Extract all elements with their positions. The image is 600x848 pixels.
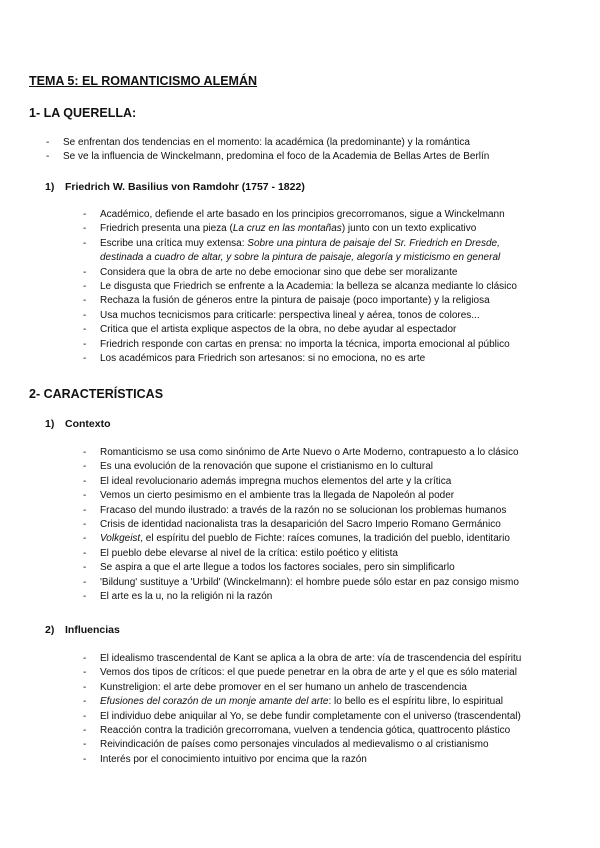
bullet-dash: - (83, 725, 87, 737)
list-item: - Le disgusta que Friedrich se enfrente a la Academia: la belleza se alcanza mediante lo clásico (83, 280, 517, 294)
bullet-dash: - (83, 696, 87, 708)
list-item: - Los académicos para Friedrich son artesanos: si no emociona, no es arte (83, 352, 517, 366)
bullet-dash: - (83, 490, 87, 502)
bullet-dash: - (83, 209, 87, 220)
list-item: - Se aspira a que el arte llegue a todos los factores sociales, pero sin simplificarlo (83, 561, 519, 575)
bullet-dash: - (83, 653, 87, 664)
list-item: - Interés por el conocimiento intuitivo por encima que la razón (83, 753, 521, 767)
bullet-dash: - (83, 681, 87, 693)
list-item: - Romanticismo se usa como sinónimo de Arte Nuevo o Arte Moderno, contrapuesto a lo clásico (83, 446, 519, 460)
ramdohr-list (83, 208, 517, 366)
subsection-heading-contexto: 1) Contexto (45, 418, 111, 430)
list-item: - Vemos dos tipos de críticos: el que puede penetrar en la obra de arte y el que es sólo material (83, 666, 521, 680)
bullet-dash: - (83, 562, 87, 574)
list-item: - Se ve la influencia de Winckelmann, predomina el foco de la Academia de Bellas Artes de Berlín (46, 150, 489, 164)
bullet-dash: - (83, 461, 87, 473)
section-heading-querella: 1- LA QUERELLA: (29, 106, 137, 120)
list-item: - Reacción contra la tradición grecorromana, vuelven a tendencia gótica, quattrocento plástico (83, 724, 521, 738)
list-item: - Friedrich responde con cartas en prensa: no importa la técnica, importa emocional al público (83, 338, 517, 352)
bullet-dash: - (83, 710, 87, 722)
bullet-dash: - (83, 591, 87, 603)
list-item: - Académico, defiende el arte basado en los principios grecorromanos, sigue a Winckelmann (83, 208, 517, 222)
bullet-dash: - (46, 137, 50, 148)
subsection-heading-ramdohr: 1) Friedrich W. Basilius von Ramdohr (1757 - 1822) (45, 181, 305, 193)
list-item: - El ideal revolucionario además impregna muchos elementos del arte y la crítica (83, 475, 519, 489)
list-item: - Kunstreligion: el arte debe promover en el ser humano un anhelo de trascendencia (83, 681, 521, 695)
list-item: - Efusiones del corazón de un monje amante del arte: lo bello es el espíritu libre, lo espiritual (83, 695, 521, 709)
list-item: - Crisis de identidad nacionalista tras la desaparición del Sacro Imperio Romano Germánico (83, 518, 519, 532)
bullet-dash: - (83, 533, 87, 545)
list-item: - Se enfrentan dos tendencias en el momento: la académica (la predominante) y la romántica (46, 136, 489, 150)
page-title: TEMA 5: EL ROMANTICISMO ALEMÁN (29, 74, 258, 88)
list-item: - Volkgeist, el espíritu del pueblo de Fichte: raíces comunes, la tradición del pueblo, identitario (83, 532, 519, 546)
bullet-dash: - (83, 353, 87, 365)
bullet-dash: - (83, 295, 87, 307)
contexto-list (83, 446, 519, 604)
list-item: - Friedrich presenta una pieza (La cruz en las montañas) junto con un texto explicativo (83, 222, 517, 236)
bullet-dash: - (83, 576, 87, 588)
list-item: - Fracaso del mundo ilustrado: a través de la razón no se solucionan los problemas humanos (83, 504, 519, 518)
bullet-dash: - (83, 237, 87, 249)
list-item: - El individuo debe aniquilar al Yo, se debe fundir completamente con el universo (trascendental) (83, 710, 521, 724)
bullet-dash: - (83, 547, 87, 559)
bullet-dash: - (83, 504, 87, 516)
list-item: - Es una evolución de la renovación que supone el cristianismo en lo cultural (83, 460, 519, 474)
influencias-list (83, 652, 521, 767)
bullet-dash: - (83, 667, 87, 679)
bullet-dash: - (83, 266, 87, 278)
section-heading-caracteristicas: 2- CARACTERÍSTICAS (29, 387, 164, 401)
subsection-heading-influencias: 2) Influencias (45, 624, 120, 636)
bullet-dash: - (83, 338, 87, 350)
list-item: - Considera que la obra de arte no debe emocionar sino que debe ser moralizante (83, 266, 517, 280)
bullet-dash: - (83, 753, 87, 765)
bullet-dash: - (83, 324, 87, 336)
list-item: - El pueblo debe elevarse al nivel de la crítica: estilo poético y elitista (83, 547, 519, 561)
querella-list (46, 136, 489, 165)
list-item: - Usa muchos tecnicismos para criticarle: perspectiva lineal y aérea, tonos de colores... (83, 309, 517, 323)
bullet-dash: - (83, 739, 87, 751)
bullet-dash: - (83, 309, 87, 321)
bullet-dash: - (46, 151, 50, 163)
bullet-dash: - (83, 519, 87, 531)
list-item: - Reivindicación de países como personajes vinculados al medievalismo o al cristianismo (83, 738, 521, 752)
bullet-dash: - (83, 475, 87, 487)
list-item: - Escribe una crítica muy extensa: Sobre una pintura de paisaje del Sr. Friedrich en Dresde, destinada a cuadro de altar, y sobre la pintura de paisaje, alegoría y misticismo en general (83, 237, 501, 264)
list-item: - El arte es la u, no la religión ni la razón (83, 590, 519, 604)
list-item: - Rechaza la fusión de géneros entre la pintura de paisaje (poco importante) y la religiosa (83, 294, 517, 308)
list-item: - Critica que el artista explique aspectos de la obra, no debe ayudar al espectador (83, 323, 517, 337)
bullet-dash: - (83, 281, 87, 293)
list-item: - Vemos un cierto pesimismo en el ambiente tras la llegada de Napoleón al poder (83, 489, 519, 503)
bullet-dash: - (83, 223, 87, 235)
list-item: - 'Bildung' sustituye a 'Urbild' (Winckelmann): el hombre puede sólo estar en paz consigo mismo (83, 576, 519, 590)
bullet-dash: - (83, 447, 87, 458)
list-item: - El idealismo trascendental de Kant se aplica a la obra de arte: vía de trascendencia del espíritu (83, 652, 521, 666)
